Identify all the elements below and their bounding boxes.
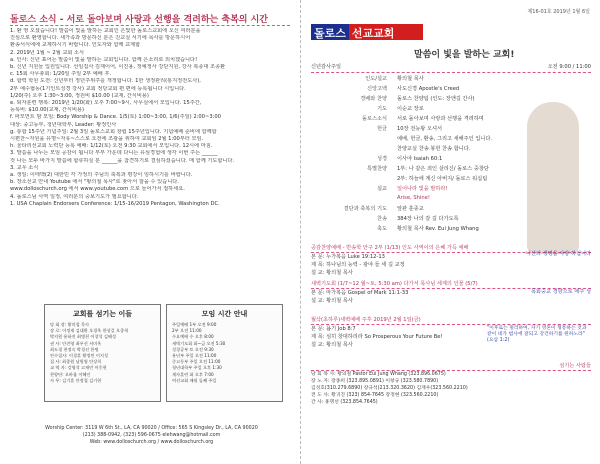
servant-row: 안수집사: 이경훈 황정민 이지성 xyxy=(50,353,108,359)
staff-title: 섬기는 사람들 xyxy=(311,362,591,371)
service-row-value: 앞관 훈종교 xyxy=(397,205,424,212)
service-row-value: 돌로스 찬양팀 (인도: 장앤길 간사) xyxy=(397,95,475,102)
servant-row: 장 로: 이정재 김대환 오경옥 한상길 오종혁 xyxy=(50,328,129,334)
service-time: 오전 9:00 / 11:00 xyxy=(547,64,591,70)
church-logo xyxy=(311,24,423,40)
servant-row: 권 사: 안진영 최우선 서미옥 xyxy=(50,340,102,346)
news-item: h. 울타리선교회 노력단 등록 예배: 1/12(토) 오전 9:30 교회에서 모입니다. 12시에 마침. xyxy=(10,143,213,150)
section-2-preacher: 설 교: 황의철 목사 xyxy=(311,298,353,304)
staff-row: 김성호(310.279.6890) 장규석(213.320.3620) 김재우(323.560.2210) xyxy=(311,386,468,391)
news-item: 2부 예수협동(1기인트성경 강사) 교회 정당교회 편 편에 등록됩니다 시입니다. xyxy=(10,85,186,92)
news-item: 대상: 중고등부, 청년대학부, Leader: 황정인사 xyxy=(10,121,117,128)
service-header xyxy=(311,63,591,73)
meeting-row: 2부 오전 11:00 xyxy=(172,328,202,334)
news-item: f. 파모먼트 밤 모임: Body Worship & Dance. 1/5(토) 1:00~3:00, 1/6(주일) 2:00~3:00 xyxy=(10,114,221,121)
service-title: 신년감사주일 xyxy=(311,64,342,70)
service-rows xyxy=(311,73,591,233)
service-row xyxy=(311,123,591,133)
service-row xyxy=(311,193,591,203)
news-item: d. 합력 학원 도전: 신년부터 정년주위주를 개정합니다. 1한 생정관리(통지정전도사), xyxy=(10,78,201,85)
right-panel xyxy=(301,0,600,464)
service-row-label: 특별찬양 xyxy=(366,165,387,172)
service-row-value: 384장 나의 갈 길 다가도록 xyxy=(397,215,459,222)
servant-row: 찬양단: 오바울 이혜인 xyxy=(50,371,91,377)
servant-row: 박지원 윤하진 최병천 이창석 김해성 xyxy=(50,334,117,340)
section-1-text: 본 문: 누가복음 Luke 19:12-13 xyxy=(311,254,385,260)
service-row xyxy=(311,223,591,233)
section-1 xyxy=(311,244,591,277)
section-1-note: 니신의 생명을 사랑 하십니다 xyxy=(525,251,591,257)
service-row-value: 예배, 헌금, 환송, 그리고 새해주인 입니다. xyxy=(397,135,493,142)
section-1-preacher: 설 교: 황의철 목사 xyxy=(311,270,353,276)
service-row-label: 축도 xyxy=(376,225,387,232)
servant-row: 집 사: 최종원 남원영 안상희 xyxy=(50,359,102,365)
service-row xyxy=(311,143,591,153)
news-item: 등록비: $10.00(교재, 간식비용) xyxy=(10,107,84,114)
news-item: 3. 말씀을 나누는 모임 공감이 됩니다 부부 가운데 다니는 유심경험에 생각 이번 주는 ______ xyxy=(10,150,218,157)
service-row xyxy=(311,213,591,223)
service-row-label: 찬송 xyxy=(376,215,387,222)
staff-row: 간 사: 홍명선 (323.854.7645) xyxy=(311,400,378,405)
news-item: 3. 교우 소식 xyxy=(10,164,39,171)
service-row-value: 10장 전능왕 오셔서 xyxy=(397,125,442,132)
service-row xyxy=(311,183,591,193)
service-row-value: 서로 돌아보며 사랑과 선행을 격려하며 xyxy=(397,115,484,122)
logo-part-b: 선교교회 xyxy=(349,24,423,40)
service-row-value: 이순교 장로 xyxy=(397,105,424,112)
website-link[interactable]: Web: www.dolloschurch.org / www.dolloschurch.org xyxy=(89,440,214,445)
news-item: 시편찬~자원을 유명~자유~스스로 오전에 조광을 위하여 교회임 2월 1:00부터 모임. xyxy=(10,136,204,143)
news-item: 1. 환 영 오셨습니다! 말씀이 빛을 발하는 교회인 은빛한 돌로스교회에 오신 여러분을 xyxy=(10,28,201,34)
staff-list xyxy=(311,371,591,406)
news-item: a. 생일: 이태맥(2) 대한민 각 가정의 주님의 축복과 평강이 임하시기를 바랍니다. xyxy=(10,172,193,179)
news-item: e. 퇴자훈련 행복: 2019년 1/20(화) 오후 7:00~9시, 사무실에서 모입니다. 15주간, xyxy=(10,100,202,107)
meeting-row: 여선교회 매월 둘째 주일 xyxy=(172,377,217,383)
service-row-value: 1부: 나 같은 죄인 살리신/ 돌로스 중창단 xyxy=(397,165,489,172)
service-row xyxy=(311,73,591,83)
service-row-value: 찬양교실 찬송 봉헌 찬송 합니다. xyxy=(397,145,471,152)
news-list xyxy=(10,28,293,208)
servants-box xyxy=(44,304,161,402)
meeting-row: 성경공부 토 오전 9:30 xyxy=(172,346,214,352)
service-row-label: 결단과 축복의 기도 xyxy=(343,205,387,212)
news-item: 진심으로 환영합니다. 새가족과 방문하신 분은 친교실 서기에 목사를 방문하시어 xyxy=(10,35,191,42)
address: Worship Center: 3119 W 6th St., LA, CA 90020 / Office: 565 S Kingsley Dr., LA, CA 90020 xyxy=(45,426,258,431)
service-row xyxy=(311,133,591,143)
news-item: 것 나는 모두 바가지 말씀에 합류하실 분 ______을 참견하기로 결심하셨습니다. 매 함께 기도합니다. xyxy=(10,157,235,164)
service-row-value: 이사야 Isaiah 60:1 xyxy=(397,155,443,162)
service-row-label: 설교 xyxy=(376,185,387,192)
service-row xyxy=(311,153,591,163)
servants-rows xyxy=(45,319,160,387)
service-row xyxy=(311,173,591,183)
meeting-row: 새벽기도회 화~금 오전 5:30 xyxy=(172,340,226,346)
service-row xyxy=(311,113,591,123)
news-item: b. 신년 지원들 입원입니다. 선임집사 김재이어, 이진용, 정예정사 강단지원, 강사 복종대 조종환 xyxy=(10,64,226,71)
service-row-value: 사도신경 Apostle's Creed xyxy=(397,85,460,92)
service-row-label: 헌금 xyxy=(376,125,387,132)
meeting-row: 청년대학부 주일 오후 1:30 xyxy=(172,365,222,371)
news-item: www.dolloschurch.org 에서 www.youtube.com 으로 들어가서 접하세요. xyxy=(10,186,185,193)
staff-row: 당 회 목 사: 황의철 Pastor Eui Jung Whang (323.896.0675) xyxy=(311,372,446,377)
service-row xyxy=(311,103,591,113)
service-row-label: 인도/설교 xyxy=(365,75,387,82)
phone-email: (213) 388-0942, (323) 596-0675 elehwang@hotmail.com xyxy=(82,433,221,438)
section-1-header: 공감찬양예배 - 반송학 안구 2부 (1/13) 인도 사역이의 은혜 가득 예배 xyxy=(311,244,591,253)
logo-part-a: 돌로스 xyxy=(311,24,349,40)
meeting-row: 주일예배 1부 오전 9:00 xyxy=(172,322,217,327)
service-row-value: 2부: 하늘에 계신 아버지/ 돌로스 워십팀 xyxy=(397,175,488,182)
section-3-preacher: 설 교: 황의철 목사 xyxy=(311,342,353,348)
meeting-row: 유년부 주일 오전 11:00 xyxy=(172,353,217,359)
service-row xyxy=(311,203,591,213)
news-item: 1/20(주) 오후 1:30~3:00, 정원비 $10.00 (교재, 간식비용) xyxy=(10,92,149,99)
servants-title: 교회를 섬기는 이들 xyxy=(73,310,132,318)
service-row xyxy=(311,93,591,103)
section-3-title: 제 목: 심히 창대하리라 So Prosperous Your Future Be! xyxy=(311,334,443,340)
meetings-title: 모임 시간 안내 xyxy=(201,310,248,318)
service-order xyxy=(311,63,591,233)
service-row-label: 성경 xyxy=(376,155,387,162)
meetings-rows xyxy=(167,319,282,387)
news-item: g. 통합 15주년 기념주일: 2월 3일 돌로스교회 창립 15주년입니다. 기념예배 준비에 함께합 xyxy=(10,128,217,135)
section-3-header: 월삭(초하루)새벽예배 주후 2019년 2월 1일(금) xyxy=(311,316,591,325)
service-row-value: 황의철 목사 xyxy=(397,75,424,82)
news-header: 돌로스 소식 - 서로 돌아보며 사랑과 선행을 격려하는 축복의 시간 xyxy=(10,12,290,26)
service-row-value: 황의철 목사 Rev. Eui Jung Whang xyxy=(397,225,479,232)
scripture-quote: "이후로는 멀리하여, 자기 영혼이 형통하는 것과 같이 네가 범사에 잘되고 강건하기를 원하노라" (요삼 1:2) xyxy=(487,326,587,343)
news-item: 1. USA Chaplain Endorsers Conference: 1/15-16/2019 Pentagon, Washington DC. xyxy=(10,200,220,207)
news-item: 환송서식에에 교제하시기 바랍니다. 인도자와 함께 교제합 xyxy=(10,42,141,49)
section-3-text: 본 문: 욥기 Job 8:7 xyxy=(311,326,356,332)
meetings-box xyxy=(166,304,283,402)
service-row-label: 기도 xyxy=(376,105,387,112)
service-row-value: 일어나라 빛을 발하라! xyxy=(397,185,448,192)
contact-footer xyxy=(10,425,293,446)
meeting-row: 수요예배 수 오후 8:00 xyxy=(172,334,214,340)
news-item: c. 15회 사무총회: 1/20일 주일 2부 예배 후. xyxy=(10,71,112,78)
issue-date: 제16-01호 2019년 1월 6일 xyxy=(527,9,590,15)
servant-row: 사 무: 김기훈 안정철 김기현 xyxy=(50,377,102,383)
news-item: 2. 2019년 1월 ~ 2월 교회 소식 xyxy=(10,49,85,56)
section-2-note: 목회중교 경향으로 매주 성 xyxy=(530,289,591,295)
section-2-header: 새벽기도회 (1/7~12 월~토, 5:30 am) 다가서 목사님 세계의 인물 (5/7) xyxy=(311,280,591,289)
staff-row: 장 노 자: 장종희 (323.895.0891) 이창규 (323.580.7890) xyxy=(311,379,439,384)
servant-row: 당 회 장: 황의철 목사 xyxy=(50,322,90,327)
meeting-row: 중고등부 주일 오전 11:00 xyxy=(172,359,221,365)
news-item: b. 장소선교 안내 Youtube 에서 "황의철 목사"로 찾아서 잘을 수 있습니다. xyxy=(10,179,179,186)
staff-section xyxy=(311,362,591,406)
section-1-title: 제 목: 하나님의 능력 - 광야 들 세 길 교정 xyxy=(311,262,405,268)
info-boxes xyxy=(44,304,284,400)
motto: 말씀이 빛을 발하는 교회! xyxy=(414,50,515,60)
meeting-row: 제자훈련 화 오후 7:00 xyxy=(172,371,214,377)
servant-row: 교 역 자: 강영석 고재민 이웅현 xyxy=(50,365,107,371)
staff-row: 전 도 사: 황귀진 (323) 854-7645 장정현 (323.560.2210) xyxy=(311,393,439,398)
service-row-label: 돌로스소식 xyxy=(361,115,387,122)
service-row-label: 신앙고백 xyxy=(366,85,387,92)
service-row xyxy=(311,83,591,93)
service-row xyxy=(311,163,591,173)
section-2-text: 본 문: 마가복음 Gospel of Mark 11:1-33 xyxy=(311,290,409,296)
service-row-value: Arise, Shine! xyxy=(397,195,430,201)
servant-row: 최도경 현정숙 박경선 한명 xyxy=(50,346,99,352)
service-row-label: 경배와 찬양 xyxy=(360,95,387,102)
news-item: 4. 돌로스님 사역 일정, 여러분의 중보기도가 필요합니다. xyxy=(10,193,139,200)
news-item: a. 인사: 신년 표어는 말씀이 빛을 발하는 교회입니다. 함께 은소리로 외치겠습니다! xyxy=(10,56,198,63)
